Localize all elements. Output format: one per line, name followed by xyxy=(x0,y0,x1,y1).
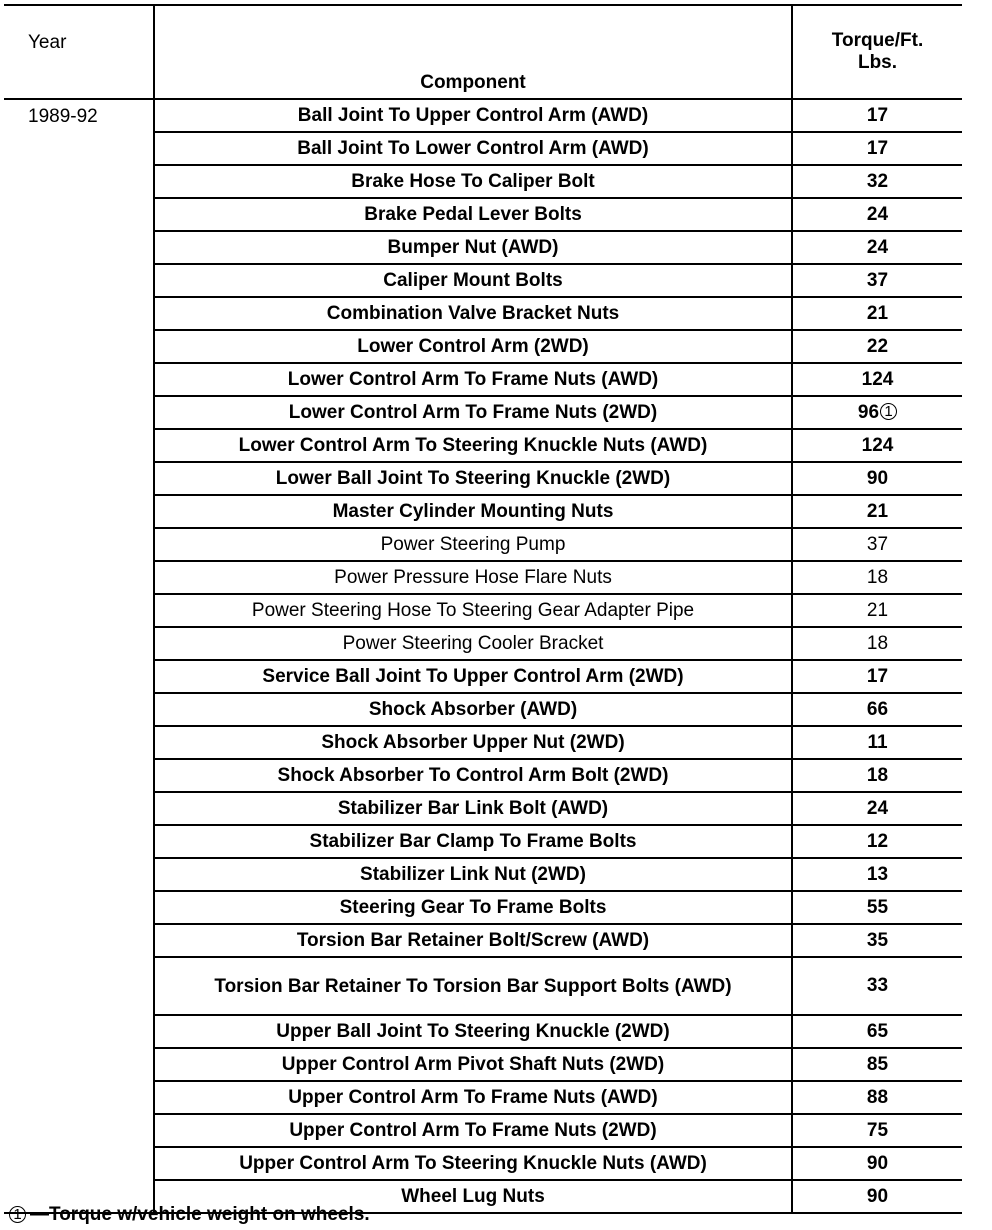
torque-value: 124 xyxy=(861,434,894,456)
torque-cell xyxy=(792,1015,962,1048)
torque-value: 18 xyxy=(866,632,889,654)
torque-value: 90 xyxy=(866,1152,889,1174)
footnote-marker: 1 xyxy=(880,403,897,420)
component-cell: Steering Gear To Frame Bolts xyxy=(154,891,792,924)
year-cell: 1989-92 xyxy=(4,99,154,1213)
torque-cell xyxy=(792,594,962,627)
torque-cell xyxy=(792,429,962,462)
component-cell: Upper Control Arm To Frame Nuts (AWD) xyxy=(154,1081,792,1114)
torque-cell xyxy=(792,132,962,165)
component-cell: Lower Control Arm To Steering Knuckle Nuts (AWD) xyxy=(154,429,792,462)
torque-cell xyxy=(792,1147,962,1180)
torque-value: 21 xyxy=(866,500,889,522)
torque-cell xyxy=(792,726,962,759)
component-cell: Shock Absorber (AWD) xyxy=(154,693,792,726)
torque-value: 96 xyxy=(857,401,880,423)
torque-cell xyxy=(792,198,962,231)
torque-cell xyxy=(792,1114,962,1147)
component-cell: Wheel Lug Nuts xyxy=(154,1180,792,1213)
torque-cell xyxy=(792,297,962,330)
torque-value: 66 xyxy=(866,698,889,720)
torque-cell xyxy=(792,462,962,495)
component-cell: Power Pressure Hose Flare Nuts xyxy=(154,561,792,594)
torque-cell xyxy=(792,363,962,396)
torque-value: 24 xyxy=(866,797,889,819)
component-cell: Shock Absorber Upper Nut (2WD) xyxy=(154,726,792,759)
torque-cell xyxy=(792,627,962,660)
component-cell: Ball Joint To Upper Control Arm (AWD) xyxy=(154,99,792,132)
component-cell: Bumper Nut (AWD) xyxy=(154,231,792,264)
torque-cell xyxy=(792,528,962,561)
torque-value: 90 xyxy=(866,1185,889,1207)
component-cell: Combination Valve Bracket Nuts xyxy=(154,297,792,330)
torque-value: 11 xyxy=(867,731,888,753)
component-cell: Caliper Mount Bolts xyxy=(154,264,792,297)
torque-cell xyxy=(792,957,962,1015)
footnote-text: —Torque w/vehicle weight on wheels. xyxy=(30,1204,370,1225)
torque-value: 24 xyxy=(866,203,889,225)
torque-cell xyxy=(792,660,962,693)
torque-cell xyxy=(792,1180,962,1213)
component-cell: Lower Ball Joint To Steering Knuckle (2WD) xyxy=(154,462,792,495)
torque-value: 13 xyxy=(866,863,889,885)
torque-value: 32 xyxy=(866,170,889,192)
torque-cell xyxy=(792,858,962,891)
torque-cell xyxy=(792,1081,962,1114)
torque-value: 33 xyxy=(866,975,889,996)
torque-cell xyxy=(792,396,962,429)
torque-value: 17 xyxy=(866,137,889,159)
torque-value: 21 xyxy=(866,302,889,324)
torque-value: 37 xyxy=(866,533,889,555)
component-cell: Ball Joint To Lower Control Arm (AWD) xyxy=(154,132,792,165)
torque-value: 21 xyxy=(866,599,889,621)
component-cell: Power Steering Pump xyxy=(154,528,792,561)
component-cell: Stabilizer Bar Clamp To Frame Bolts xyxy=(154,825,792,858)
torque-cell xyxy=(792,759,962,792)
component-cell: Lower Control Arm To Frame Nuts (AWD) xyxy=(154,363,792,396)
component-cell: Power Steering Hose To Steering Gear Adapter Pipe xyxy=(154,594,792,627)
component-cell: Upper Ball Joint To Steering Knuckle (2WD) xyxy=(154,1015,792,1048)
torque-value: 88 xyxy=(866,1086,889,1108)
torque-value: 18 xyxy=(866,566,889,588)
torque-value: 17 xyxy=(866,665,889,687)
table-body xyxy=(4,99,962,1213)
torque-value: 12 xyxy=(866,830,889,852)
torque-cell xyxy=(792,264,962,297)
torque-value: 85 xyxy=(866,1053,889,1075)
component-cell: Lower Control Arm (2WD) xyxy=(154,330,792,363)
header-year: Year xyxy=(4,5,154,99)
footnote-marker: 1 xyxy=(9,1206,26,1223)
torque-cell xyxy=(792,99,962,132)
torque-cell xyxy=(792,330,962,363)
torque-spec-table xyxy=(4,4,962,1214)
header-torque-line2: Lbs. xyxy=(857,52,898,73)
component-cell: Upper Control Arm To Steering Knuckle Nuts (AWD) xyxy=(154,1147,792,1180)
torque-cell xyxy=(792,561,962,594)
torque-value: 90 xyxy=(866,467,889,489)
header-torque xyxy=(792,5,962,99)
torque-cell xyxy=(792,891,962,924)
torque-cell xyxy=(792,495,962,528)
torque-cell xyxy=(792,1048,962,1081)
torque-value: 18 xyxy=(866,764,889,786)
header-torque-line1: Torque/Ft. xyxy=(831,30,924,51)
component-cell: Torsion Bar Retainer To Torsion Bar Support Bolts (AWD) xyxy=(154,957,792,1015)
footnote xyxy=(8,1204,370,1226)
torque-value: 124 xyxy=(861,368,894,390)
torque-value: 35 xyxy=(866,929,889,951)
component-cell: Upper Control Arm To Frame Nuts (2WD) xyxy=(154,1114,792,1147)
component-cell: Power Steering Cooler Bracket xyxy=(154,627,792,660)
component-cell: Brake Hose To Caliper Bolt xyxy=(154,165,792,198)
component-cell: Brake Pedal Lever Bolts xyxy=(154,198,792,231)
component-cell: Service Ball Joint To Upper Control Arm (2WD) xyxy=(154,660,792,693)
component-cell: Torsion Bar Retainer Bolt/Screw (AWD) xyxy=(154,924,792,957)
torque-cell xyxy=(792,924,962,957)
component-cell: Upper Control Arm Pivot Shaft Nuts (2WD) xyxy=(154,1048,792,1081)
torque-value: 75 xyxy=(866,1119,889,1141)
component-cell: Stabilizer Link Nut (2WD) xyxy=(154,858,792,891)
torque-value: 65 xyxy=(866,1020,889,1042)
torque-cell xyxy=(792,231,962,264)
header-component: Component xyxy=(154,5,792,99)
torque-cell xyxy=(792,693,962,726)
table-header-row xyxy=(4,5,962,99)
torque-value: 24 xyxy=(866,236,889,258)
torque-value: 22 xyxy=(866,335,889,357)
torque-value: 37 xyxy=(866,269,889,291)
torque-cell xyxy=(792,792,962,825)
table-row xyxy=(4,99,962,132)
torque-value: 17 xyxy=(866,104,889,126)
component-cell: Stabilizer Bar Link Bolt (AWD) xyxy=(154,792,792,825)
torque-cell xyxy=(792,165,962,198)
component-cell: Shock Absorber To Control Arm Bolt (2WD) xyxy=(154,759,792,792)
component-cell: Master Cylinder Mounting Nuts xyxy=(154,495,792,528)
torque-cell xyxy=(792,825,962,858)
component-cell: Lower Control Arm To Frame Nuts (2WD) xyxy=(154,396,792,429)
torque-value: 55 xyxy=(866,896,889,918)
